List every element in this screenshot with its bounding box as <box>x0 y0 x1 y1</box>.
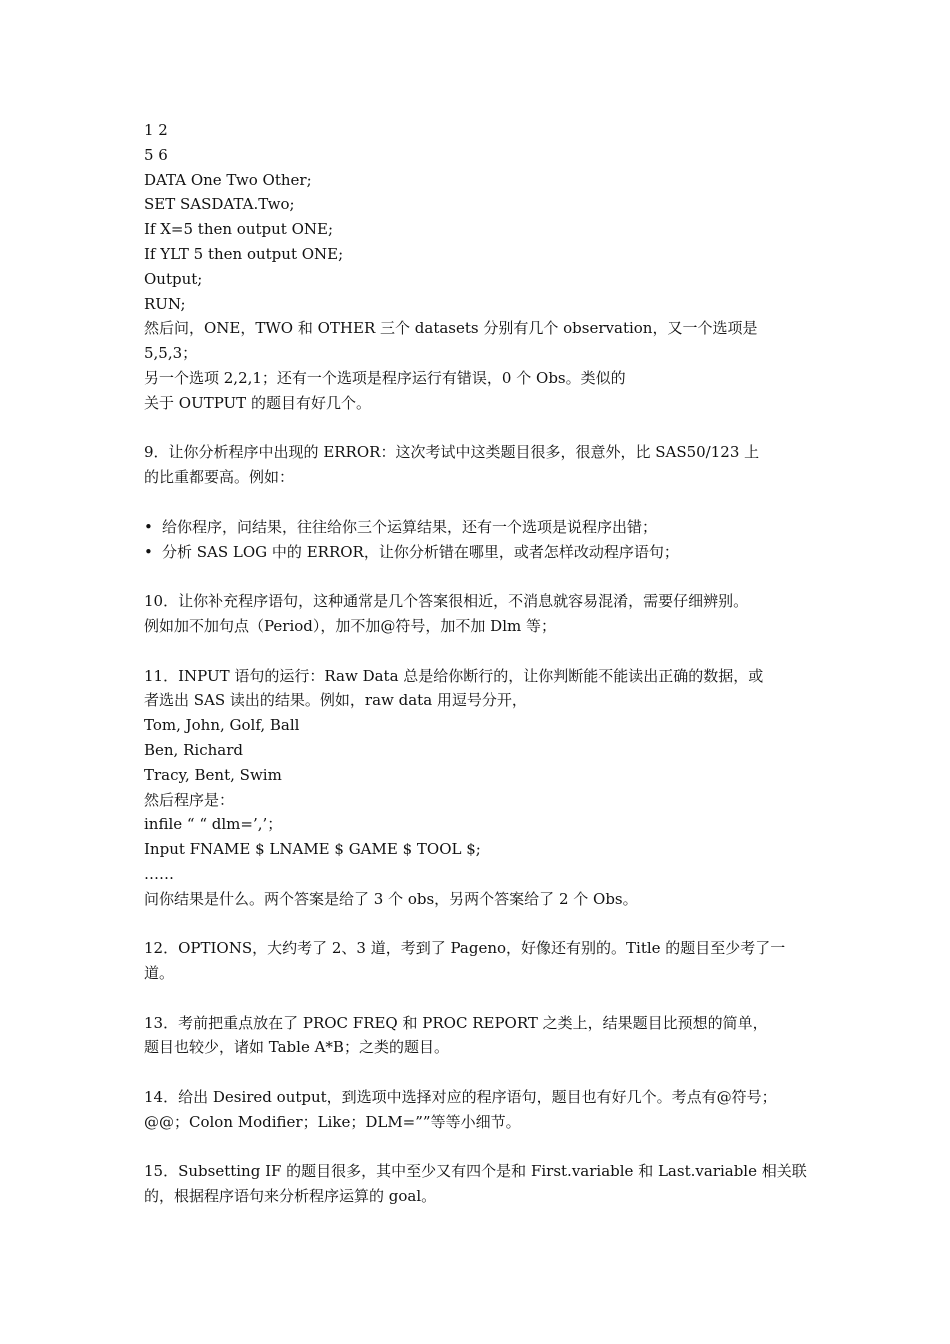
text-line: 的比重都要高。例如： <box>144 468 295 487</box>
raw-data-line: Ben, Richard <box>144 740 243 759</box>
document-page <box>144 118 812 1209</box>
ellipsis-line: …… <box>144 864 174 883</box>
text-line: 然后程序是： <box>144 790 235 809</box>
bullet-icon: • <box>144 517 153 536</box>
text-line: 11．INPUT 语句的运行：Raw Data 总是给你断行的，让你判断能不能读出正确的数据，或 <box>144 666 764 685</box>
text-line: 10．让你补充程序语句，这种通常是几个答案很相近，不消息就容易混淆，需要仔细辨别。 <box>144 592 749 611</box>
paragraph-gap <box>144 490 812 515</box>
bullet-text: 分析 SAS LOG 中的 ERROR，让你分析错在哪里，或者怎样改动程序语句； <box>162 542 679 561</box>
paragraph-gap <box>144 639 812 664</box>
code-block-output <box>144 118 812 316</box>
item-10 <box>144 589 812 639</box>
text-line: 关于 OUTPUT 的题目有好几个。 <box>144 393 371 412</box>
bullet-icon: • <box>144 542 153 561</box>
raw-data-line: Tom, John, Golf, Ball <box>144 716 300 735</box>
text-line: 另一个选项 2,2,1；还有一个选项是程序运行有错误，0 个 Obs。类似的 <box>144 368 626 387</box>
text-line: @@；Colon Modifier；Like；DLM=””等等小细节。 <box>144 1112 521 1131</box>
code-line: 1 2 <box>144 121 168 139</box>
item-15 <box>144 1159 812 1209</box>
item-14 <box>144 1085 812 1135</box>
text-line: 9．让你分析程序中出现的 ERROR：这次考试中这类题目很多，很意外，比 SAS50/123 上 <box>144 443 760 462</box>
text-line: 题目也较少，诸如 Table A*B；之类的题目。 <box>144 1038 449 1057</box>
code-line: If YLT 5 then output ONE; <box>144 244 344 263</box>
code-line: If X=5 then output ONE; <box>144 220 334 239</box>
paragraph-gap <box>144 416 812 441</box>
code-line: SET SASDATA.Two; <box>144 195 295 214</box>
paragraph-gap <box>144 986 812 1011</box>
text-line: 道。 <box>144 964 175 983</box>
code-line: DATA One Two Other; <box>144 170 312 189</box>
text-line: 的，根据程序语句来分析程序运算的 goal。 <box>144 1187 437 1206</box>
code-line: infile “ “ dlm=’,’； <box>144 815 283 834</box>
text-line: 然后问，ONE，TWO 和 OTHER 三个 datasets 分别有几个 observation，又一个选项是 5,5,3； <box>144 319 763 363</box>
bullet-text: 给你程序，问结果，往往给你三个运算结果，还有一个选项是说程序出错； <box>162 517 658 536</box>
bullet-item <box>144 515 812 540</box>
bullet-item <box>144 540 812 565</box>
item-11 <box>144 664 812 912</box>
text-line: 例如加不加句点（Period），加不加@符号，加不加 Dlm 等； <box>144 616 556 635</box>
paragraph-gap <box>144 1135 812 1160</box>
bullet-list <box>144 515 812 565</box>
raw-data-line: Tracy, Bent, Swim <box>144 765 282 784</box>
item-9 <box>144 440 812 490</box>
code-line: 5 6 <box>144 145 168 164</box>
item-12 <box>144 936 812 986</box>
text-line: 13．考前把重点放在了 PROC FREQ 和 PROC REPORT 之类上，结果题目比预想的简单， <box>144 1013 768 1032</box>
paragraph-gap <box>144 1060 812 1085</box>
text-line: 12．OPTIONS，大约考了 2、3 道，考到了 Pageno，好像还有别的。Title 的题目至少考了一 <box>144 939 786 958</box>
code-line: Input FNAME $ LNAME $ GAME $ TOOL $; <box>144 840 481 859</box>
text-line: 14．给出 Desired output，到选项中选择对应的程序语句，题目也有好几个。考点有@符号； <box>144 1088 777 1107</box>
item-13 <box>144 1011 812 1061</box>
text-line: 问你结果是什么。两个答案是给了 3 个 obs，另两个答案给了 2 个 Obs。 <box>144 889 638 908</box>
paragraph-gap <box>144 912 812 937</box>
paragraph-output-question <box>144 316 812 415</box>
paragraph-gap <box>144 564 812 589</box>
text-line: 15．Subsetting IF 的题目很多，其中至少又有四个是和 First.variable 和 Last.variable 相关联 <box>144 1162 807 1181</box>
text-line: 者选出 SAS 读出的结果。例如，raw data 用逗号分开， <box>144 691 527 710</box>
code-line: RUN; <box>144 294 186 313</box>
code-line: Output; <box>144 269 203 288</box>
